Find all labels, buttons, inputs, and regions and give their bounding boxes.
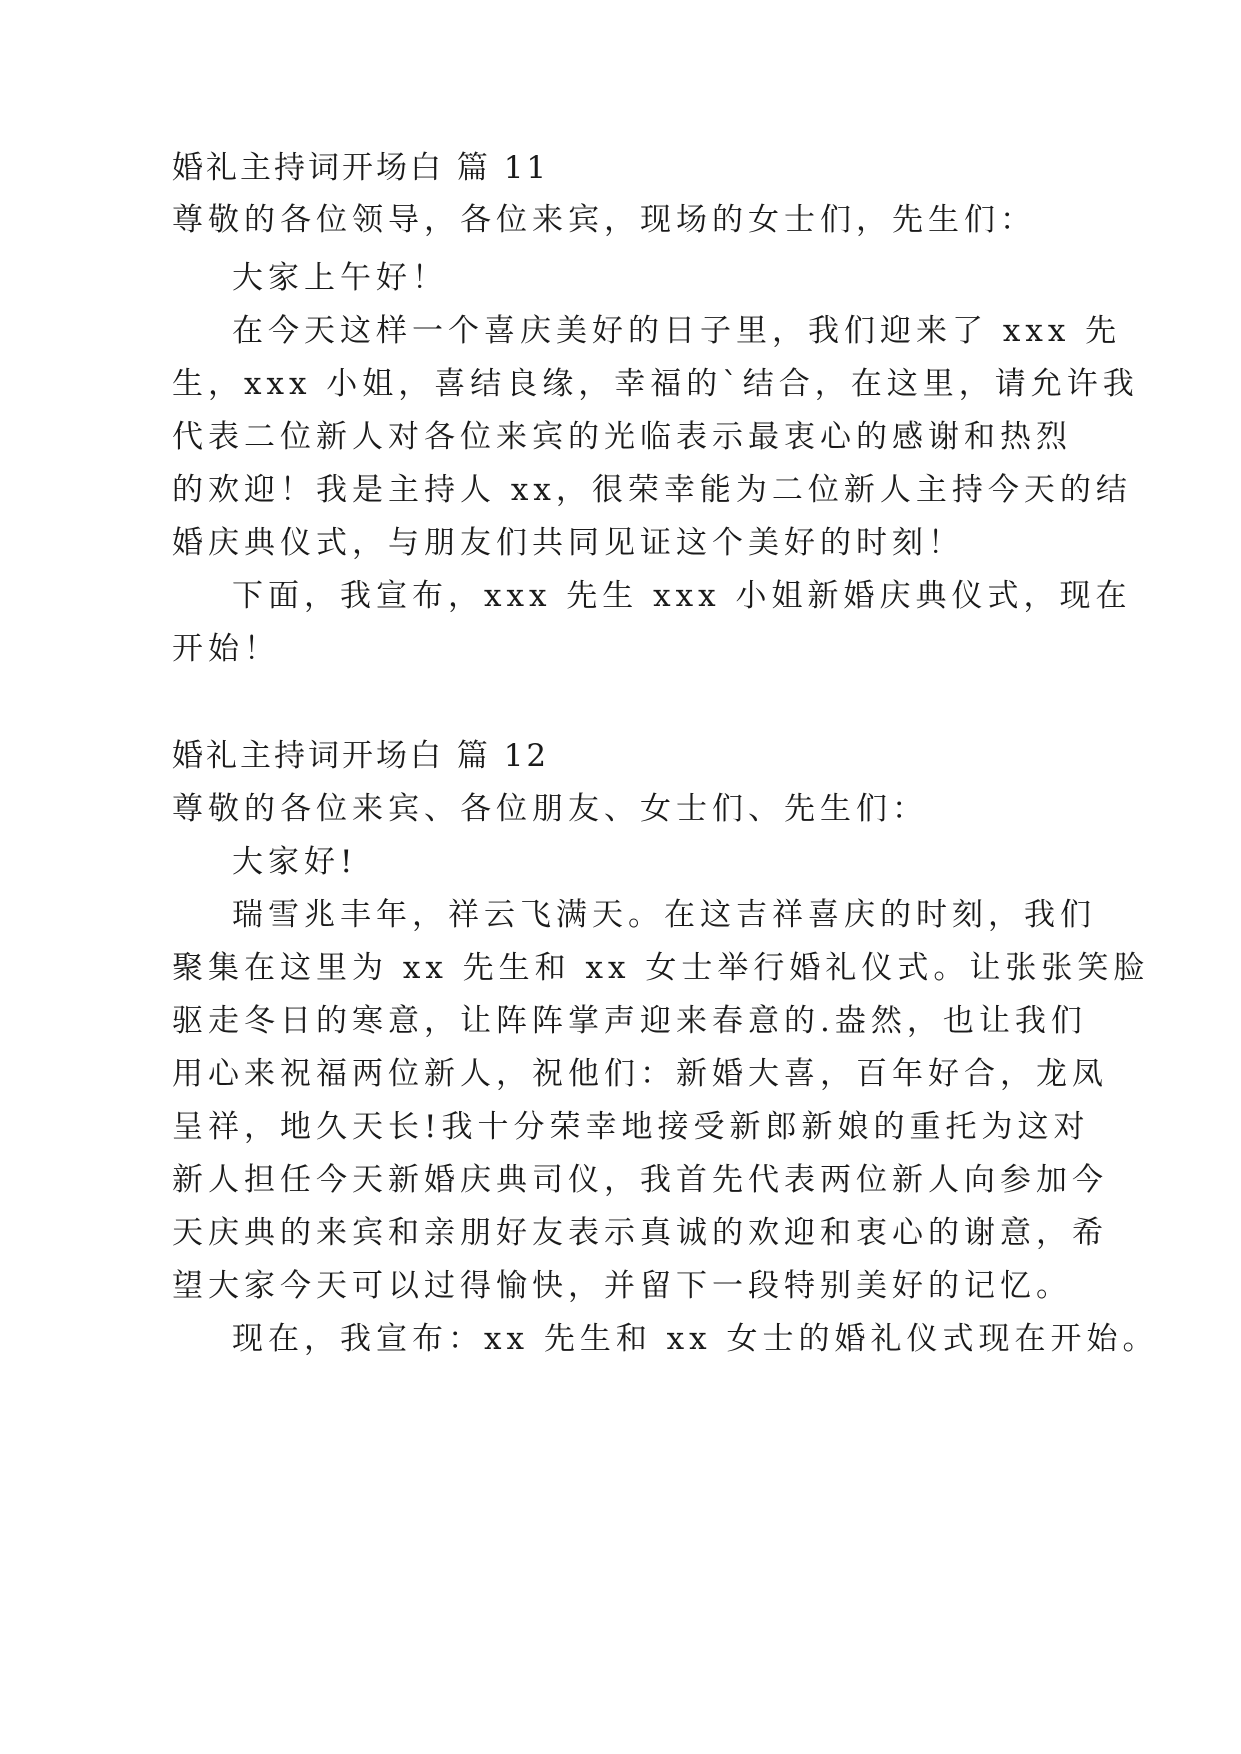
paragraph-line: 婚庆典仪式，与朋友们共同见证这个美好的时刻！ — [172, 525, 964, 561]
paragraph-line: 生，xxx 小姐，喜结良缘，幸福的`结合，在这里，请允许我 — [172, 366, 1139, 402]
paragraph-line: 代表二位新人对各位来宾的光临表示最衷心的感谢和热烈 — [172, 419, 1072, 455]
greeting: 大家上午好！ — [232, 260, 448, 296]
paragraph-line: 在今天这样一个喜庆美好的日子里，我们迎来了 xxx 先 — [232, 313, 1122, 349]
paragraph-line: 下面，我宣布，xxx 先生 xxx 小姐新婚庆典仪式，现在 — [232, 578, 1132, 614]
greeting: 大家好! — [232, 844, 358, 880]
paragraph-line: 用心来祝福两位新人，祝他们：新婚大喜，百年好合，龙凤 — [172, 1056, 1108, 1092]
salutation: 尊敬的各位领导，各位来宾，现场的女士们，先生们： — [172, 202, 1036, 238]
salutation: 尊敬的各位来宾、各位朋友、女士们、先生们： — [172, 791, 928, 827]
paragraph-line: 天庆典的来宾和亲朋好友表示真诚的欢迎和衷心的谢意，希 — [172, 1215, 1108, 1251]
paragraph-line: 望大家今天可以过得愉快，并留下一段特别美好的记忆。 — [172, 1268, 1072, 1304]
paragraph-line: 驱走冬日的寒意，让阵阵掌声迎来春意的.盎然，也让我们 — [172, 1003, 1087, 1039]
paragraph-line: 的欢迎！我是主持人 xx，很荣幸能为二位新人主持今天的结 — [172, 472, 1132, 508]
section-heading: 婚礼主持词开场白 篇 11 — [172, 150, 550, 186]
section-heading: 婚礼主持词开场白 篇 12 — [172, 738, 550, 774]
paragraph-line: 开始！ — [172, 631, 280, 667]
paragraph-line: 聚集在这里为 xx 先生和 xx 女士举行婚礼仪式。让张张笑脸 — [172, 950, 1150, 986]
paragraph-line: 瑞雪兆丰年，祥云飞满天。在这吉祥喜庆的时刻，我们 — [232, 897, 1096, 933]
paragraph-line: 呈祥，地久天长!我十分荣幸地接受新郎新娘的重托为这对 — [172, 1109, 1090, 1145]
paragraph-line: 新人担任今天新婚庆典司仪，我首先代表两位新人向参加今 — [172, 1162, 1108, 1198]
paragraph-line: 现在，我宣布：xx 先生和 xx 女士的婚礼仪式现在开始。 — [232, 1321, 1159, 1357]
